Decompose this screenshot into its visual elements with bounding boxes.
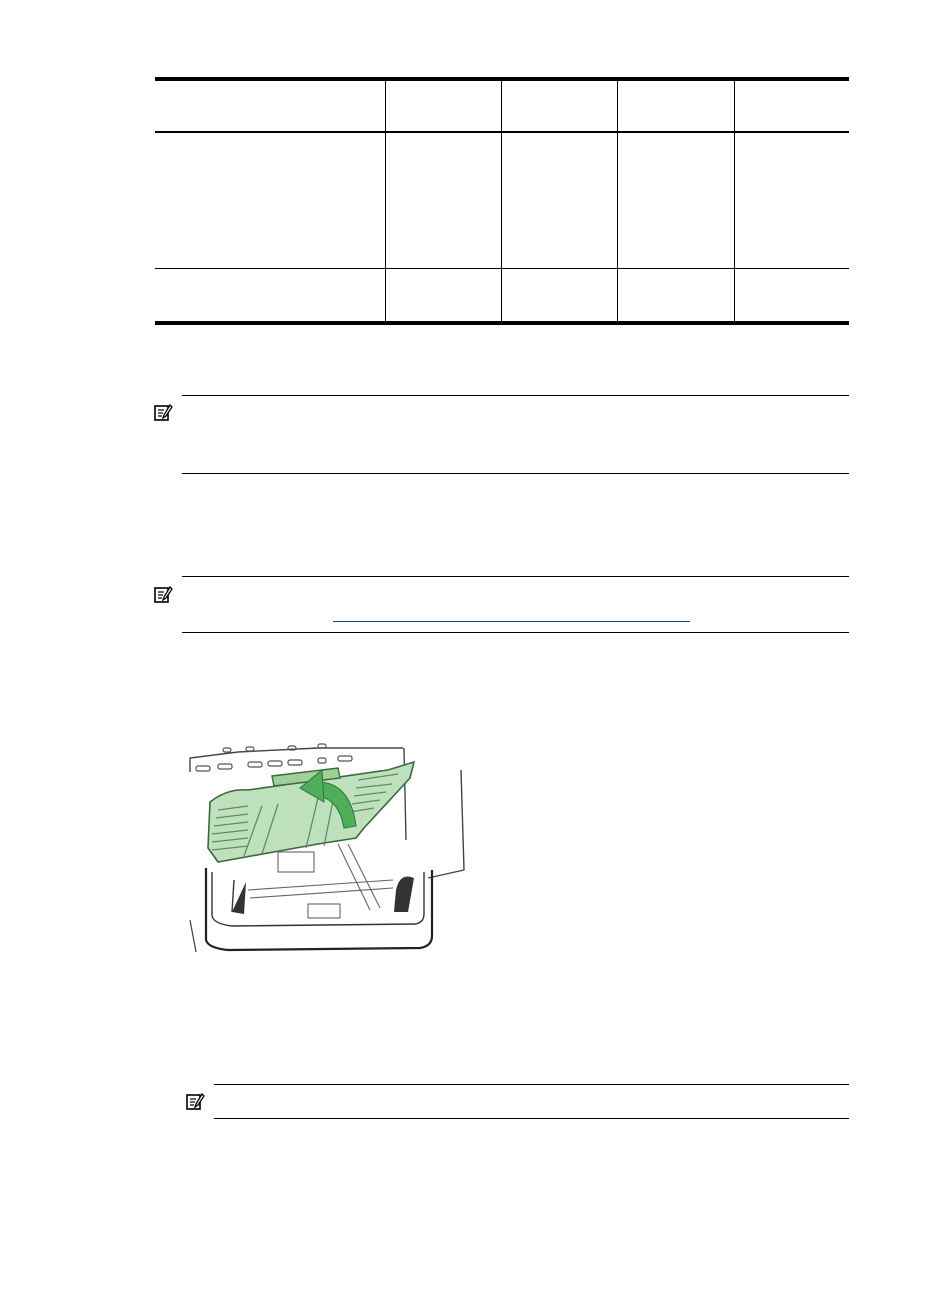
table-bottom-rule xyxy=(155,321,849,325)
table-header-rule xyxy=(155,131,849,133)
note-top-rule xyxy=(214,1084,849,1085)
table-top-rule xyxy=(155,77,849,81)
note-bottom-rule xyxy=(214,1118,849,1119)
table-column-divider xyxy=(734,81,735,321)
table-column-divider xyxy=(501,81,502,321)
note-pencil-icon xyxy=(185,1092,205,1112)
table-row-rule xyxy=(155,268,849,269)
table-column-divider xyxy=(385,81,386,321)
note-top-rule xyxy=(182,395,849,396)
note-top-rule xyxy=(182,576,849,577)
note-bottom-rule xyxy=(182,632,849,633)
note-pencil-icon xyxy=(153,585,173,605)
media-spec-table xyxy=(155,77,849,325)
note-pencil-icon xyxy=(153,403,173,423)
printer-output-tray-illustration xyxy=(188,740,478,955)
link-underline[interactable] xyxy=(333,621,690,622)
table-column-divider xyxy=(617,81,618,321)
note-bottom-rule xyxy=(182,473,849,474)
